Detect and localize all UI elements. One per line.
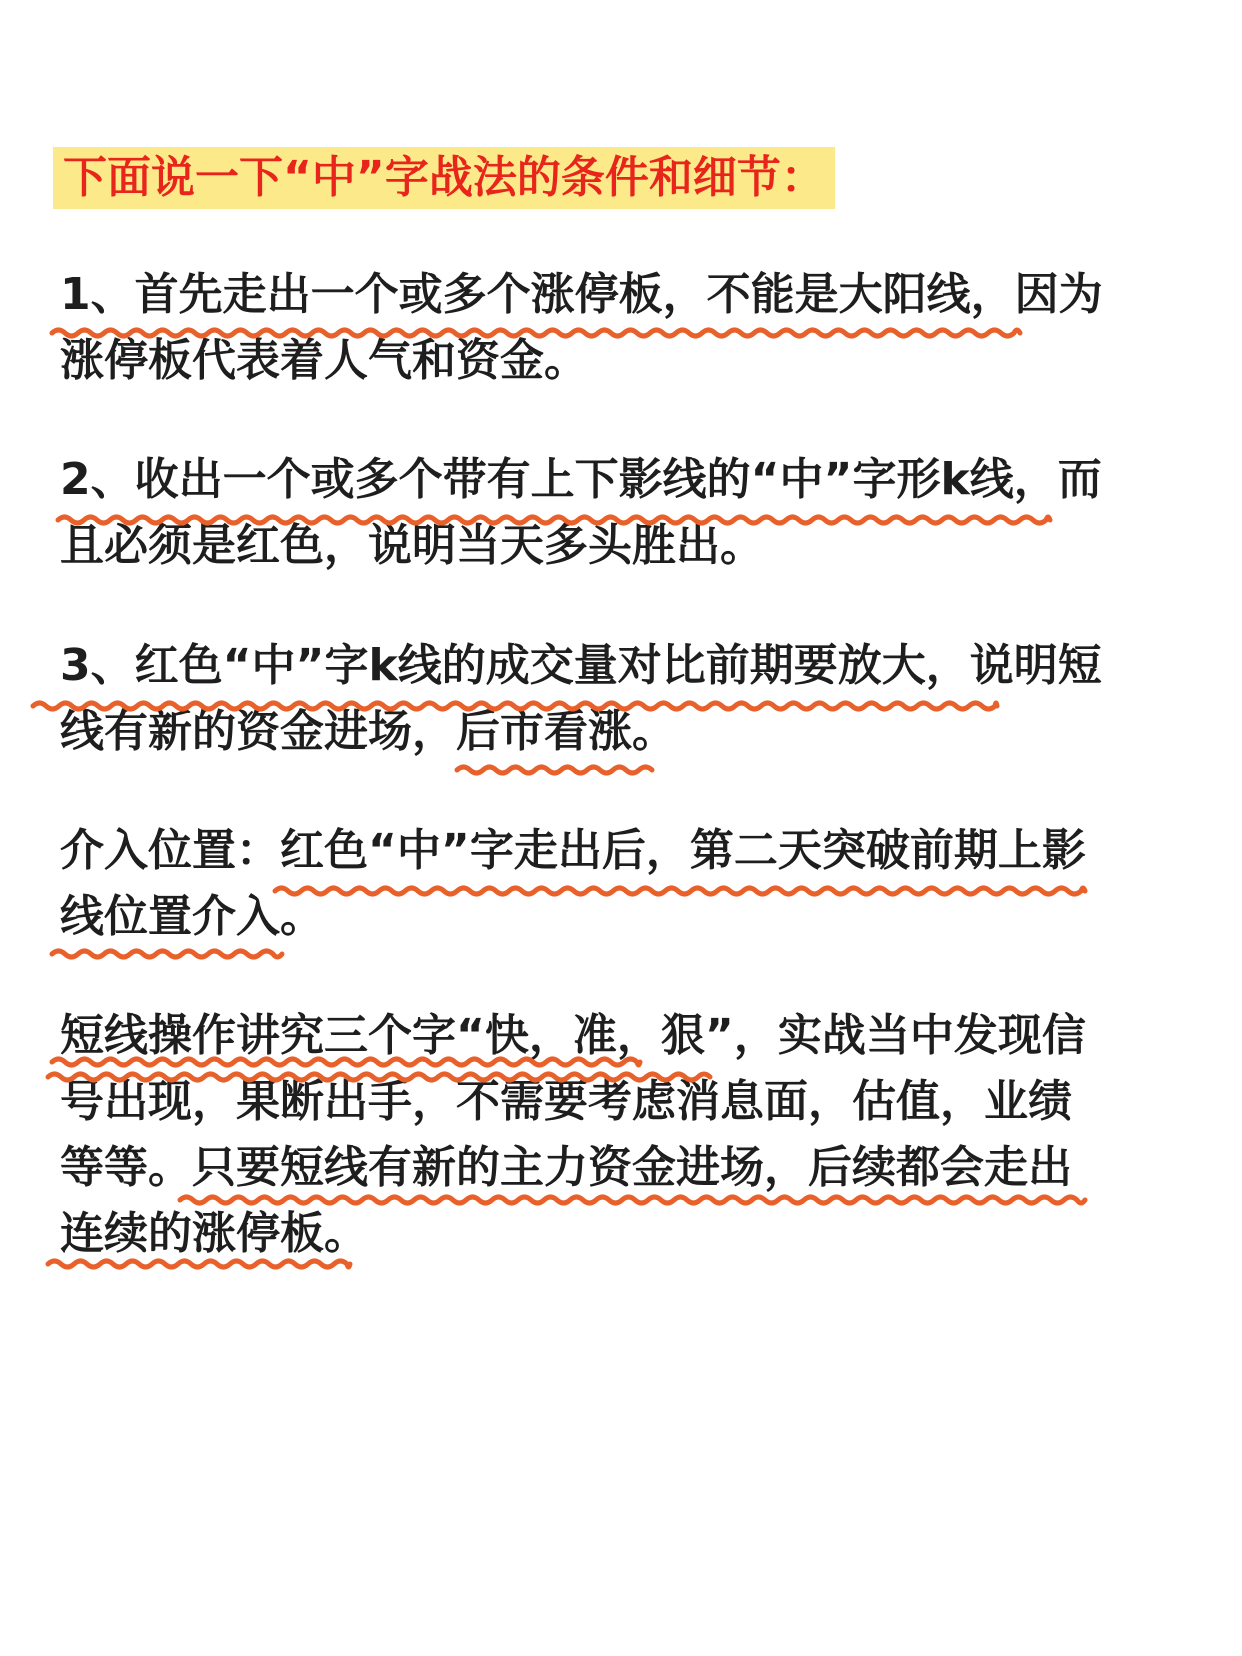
paragraph-2 [60,447,1185,579]
paragraph-line: 短线操作讲究三个字“快，准，狠”，实战当中发现信 [60,1010,1086,1061]
wavy-underline [457,767,652,773]
paragraph-entry-position [60,818,1185,950]
paragraph-line: 线位置介入。 [60,891,324,942]
paragraph-line: 涨停板代表着人气和资金。 [60,335,588,386]
paragraph-line: 2、收出一个或多个带有上下影线的“中”字形k线，而 [60,454,1102,505]
paragraph-1 [60,262,1185,394]
section-title: 下面说一下“中”字战法的条件和细节： [53,147,835,209]
paragraph-3 [60,633,1185,765]
paragraph-line: 3、红色“中”字k线的成交量对比前期要放大，说明短 [60,640,1102,691]
paragraph-line: 线有新的资金进场，后市看涨。 [60,706,676,757]
wavy-underline [52,951,282,957]
paragraph-line: 连续的涨停板。 [60,1208,368,1259]
paragraph-short-term [60,1003,1185,1267]
paragraph-line: 号出现，果断出手，不需要考虑消息面，估值，业绩 [60,1076,1072,1127]
paragraph-line: 介入位置：红色“中”字走出后，第二天突破前期上影 [60,825,1086,876]
paragraph-line: 1、首先走出一个或多个涨停板，不能是大阳线，因为 [60,269,1103,320]
paragraph-line: 且必须是红色，说明当天多头胜出。 [60,520,764,571]
paragraph-line: 等等。只要短线有新的主力资金进场，后续都会走出 [60,1142,1072,1193]
